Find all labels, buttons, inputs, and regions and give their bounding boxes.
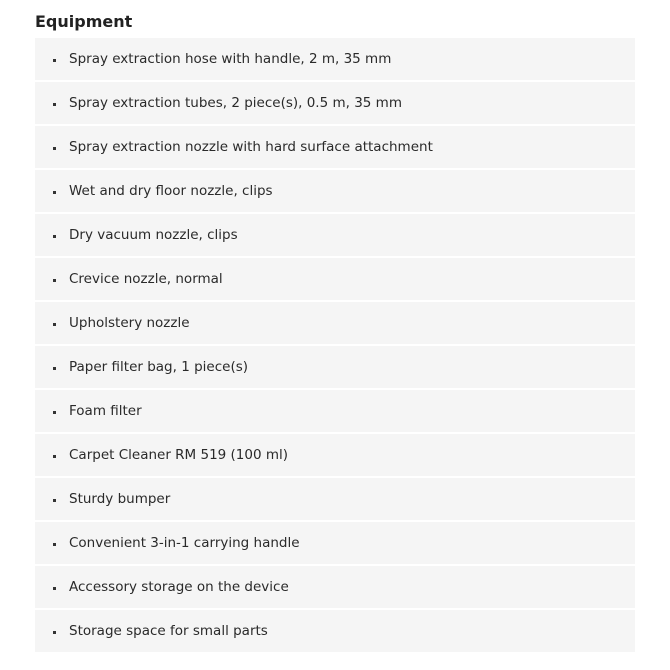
equipment-section (35, 10, 635, 654)
list-item (35, 390, 635, 434)
bullet-icon (53, 103, 56, 106)
list-item-label: Accessory storage on the device (69, 579, 289, 595)
list-item-label: Foam filter (69, 403, 142, 419)
bullet-icon (53, 367, 56, 370)
list-item (35, 82, 635, 126)
bullet-icon (53, 411, 56, 414)
list-item (35, 170, 635, 214)
list-item (35, 434, 635, 478)
list-item (35, 566, 635, 610)
bullet-icon (53, 587, 56, 590)
list-item-label: Paper filter bag, 1 piece(s) (69, 359, 249, 375)
bullet-icon (53, 323, 56, 326)
section-title: Equipment (35, 12, 133, 31)
list-item-label: Wet and dry floor nozzle, clips (69, 183, 273, 199)
list-item (35, 522, 635, 566)
list-item (35, 38, 635, 82)
list-item-label: Convenient 3-in-1 carrying handle (69, 535, 300, 551)
list-item-label: Dry vacuum nozzle, clips (69, 227, 238, 243)
equipment-list (35, 38, 635, 654)
list-item-label: Storage space for small parts (69, 623, 268, 639)
list-item-label: Spray extraction hose with handle, 2 m, 35 mm (69, 51, 392, 67)
list-item-label: Crevice nozzle, normal (69, 271, 223, 287)
list-item (35, 610, 635, 654)
list-item-label: Upholstery nozzle (69, 315, 190, 331)
bullet-icon (53, 59, 56, 62)
list-item-label: Spray extraction nozzle with hard surface attachment (69, 139, 433, 155)
list-item-label: Spray extraction tubes, 2 piece(s), 0.5 m, 35 mm (69, 95, 402, 111)
bullet-icon (53, 455, 56, 458)
bullet-icon (53, 147, 56, 150)
bullet-icon (53, 631, 56, 634)
list-item (35, 214, 635, 258)
list-item (35, 346, 635, 390)
bullet-icon (53, 235, 56, 238)
bullet-icon (53, 191, 56, 194)
list-item-label: Sturdy bumper (69, 491, 171, 507)
list-item (35, 126, 635, 170)
bullet-icon (53, 499, 56, 502)
bullet-icon (53, 543, 56, 546)
list-item (35, 478, 635, 522)
list-item (35, 302, 635, 346)
list-item-label: Carpet Cleaner RM 519 (100 ml) (69, 447, 289, 463)
list-item (35, 258, 635, 302)
bullet-icon (53, 279, 56, 282)
